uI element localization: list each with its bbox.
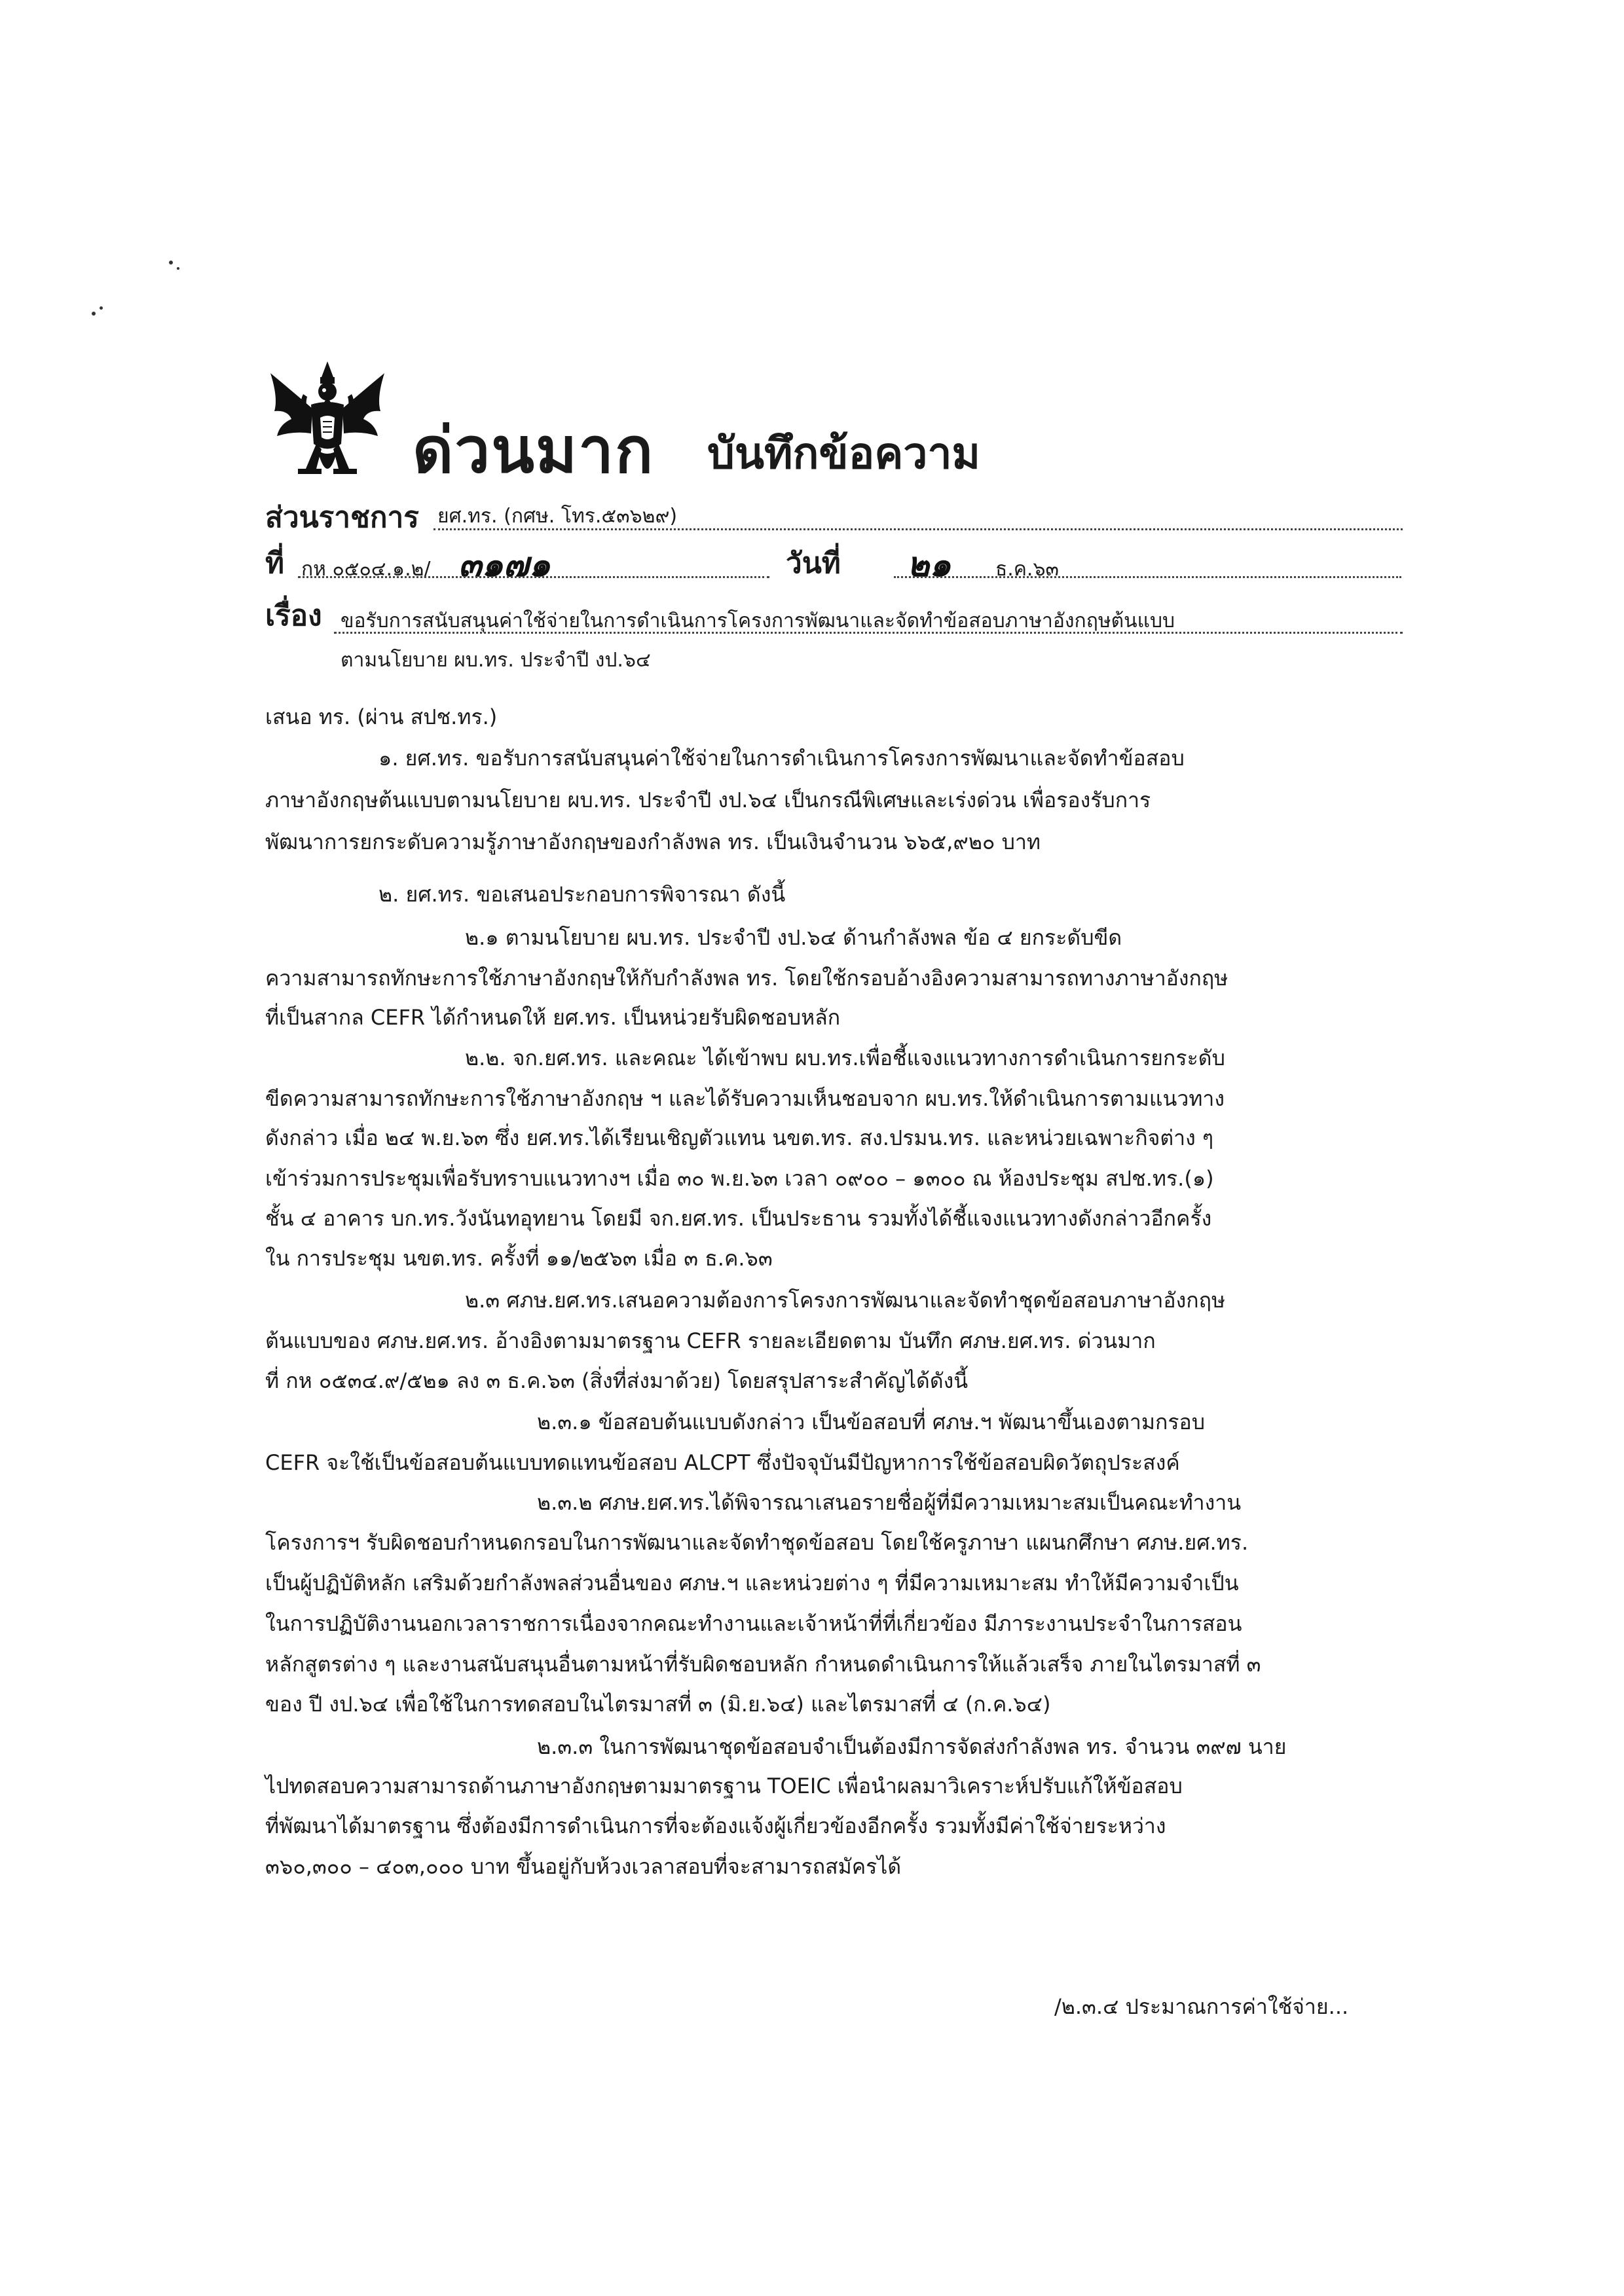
urgency-heading: ด่วนมาก <box>413 414 655 487</box>
body-line: ๒.๒. จก.ยศ.ทร. และคณะ ได้เข้าพบ ผบ.ทร.เพื่อชี้แจงแนวทางการดำเนินการยกระดับ <box>465 1046 1225 1070</box>
subject-line-2: ตามนโยบาย ผบ.ทร. ประจำปี งป.๖๔ <box>341 649 651 672</box>
body-line: โครงการฯ รับผิดชอบกำหนดกรอบในการพัฒนาและจัดทำชุดข้อสอบ โดยใช้ครูภาษา แผนกศึกษา ศภษ.ยศ.ทร. <box>265 1530 1249 1555</box>
body-line: พัฒนาการยกระดับความรู้ภาษาอังกฤษของกำลังพล ทร. เป็นเงินจำนวน ๖๖๕,๙๒๐ บาท <box>265 829 1041 854</box>
body-line: ที่พัฒนาได้มาตรฐาน ซึ่งต้องมีการดำเนินการที่จะต้องแจ้งผู้เกี่ยวข้องอีกครั้ง รวมทั้งมีค่าใช้จ่ายระหว่าง <box>265 1813 1166 1838</box>
subject-label: เรื่อง <box>265 599 322 632</box>
ref-handwritten-number: ๓๑๗๑ <box>458 545 551 585</box>
body-line: ต้นแบบของ ศภษ.ยศ.ทร. อ้างอิงตามมาตรฐาน CEFR รายละเอียดตาม บันทึก ศภษ.ยศ.ทร. ด่วนมาก <box>265 1328 1156 1353</box>
body-line: CEFR จะใช้เป็นข้อสอบต้นแบบทดแทนข้อสอบ ALCPT ซึ่งปัจจุบันมีปัญหาการใช้ข้อสอบผิดวัตถุประสงค์ <box>265 1450 1180 1475</box>
body-line: ความสามารถทักษะการใช้ภาษาอังกฤษให้กับกำลังพล ทร. โดยใช้กรอบอ้างอิงความสามารถทางภาษาอังกฤษ <box>265 966 1228 991</box>
body-line: ๒.๓ ศภษ.ยศ.ทร.เสนอความต้องการโครงการพัฒนาและจัดทำชุดข้อสอบภาษาอังกฤษ <box>465 1288 1226 1313</box>
scan-speck <box>100 306 103 310</box>
agency-value: ยศ.ทร. (กศษ. โทร.๕๓๖๒๙) <box>437 505 678 528</box>
body-line: ของ ปี งป.๖๔ เพื่อใช้ในการทดสอบในไตรมาสที่ ๓ (มิ.ย.๖๔) และไตรมาสที่ ๔ (ก.ค.๖๔) <box>265 1692 1051 1717</box>
body-line: ภาษาอังกฤษต้นแบบตามนโยบาย ผบ.ทร. ประจำปี งป.๖๔ เป็นกรณีพิเศษและเร่งด่วน เพื่อรองรับการ <box>265 788 1151 812</box>
scan-speck <box>92 312 96 316</box>
ref-value: กห ๐๕๐๔.๑.๒/ <box>301 558 431 581</box>
body-line: ๑. ยศ.ทร. ขอรับการสนับสนุนค่าใช้จ่ายในการดำเนินการโครงการพัฒนาและจัดทำข้อสอบ <box>378 746 1185 771</box>
body-line: ไปทดสอบความสามารถด้านภาษาอังกฤษตามมาตรฐาน TOEIC เพื่อนำผลมาวิเคราะห์ปรับแก้ให้ข้อสอบ <box>265 1774 1183 1798</box>
continuation-note: /๒.๓.๔ ประมาณการค่าใช้จ่าย... <box>1054 1994 1349 2019</box>
body-line: เข้าร่วมการประชุมเพื่อรับทราบแนวทางฯ เมื่อ ๓๐ พ.ย.๖๓ เวลา ๐๙๐๐ – ๑๓๐๐ ณ ห้องประชุม สปช.ทร.(๑) <box>265 1166 1214 1191</box>
body-line: หลักสูตรต่าง ๆ และงานสนับสนุนอื่นตามหน้าที่รับผิดชอบหลัก กำหนดดำเนินการให้แล้วเสร็จ ภายในไตรมาสที่ ๓ <box>265 1652 1261 1677</box>
ref-dotted-line <box>298 576 769 578</box>
date-value: ธ.ค.๖๓ <box>995 558 1060 581</box>
body-line: ๒. ยศ.ทร. ขอเสนอประกอบการพิจารณา ดังนี้ <box>378 882 786 907</box>
body-line: ๒.๓.๑ ข้อสอบต้นแบบดังกล่าว เป็นข้อสอบที่ ศภษ.ฯ พัฒนาขึ้นเองตามกรอบ <box>537 1410 1206 1434</box>
date-dotted-line <box>894 576 1401 578</box>
document-type-heading: บันทึกข้อความ <box>707 428 981 479</box>
body-line: ที่เป็นสากล CEFR ได้กำหนดให้ ยศ.ทร. เป็นหน่วยรับผิดชอบหลัก <box>265 1005 841 1030</box>
ref-label: ที่ <box>265 547 285 580</box>
body-line: ในการปฏิบัติงานนอกเวลาราชการเนื่องจากคณะทำงานและเจ้าหน้าที่ที่เกี่ยวข้อง มีภาระงานประจำในการสอน <box>265 1611 1242 1636</box>
scan-speck <box>169 261 173 264</box>
date-label: วันที่ <box>786 547 841 580</box>
body-line: ขีดความสามารถทักษะการใช้ภาษาอังกฤษ ฯ และได้รับความเห็นชอบจาก ผบ.ทร.ให้ดำเนินการตามแนวทาง <box>265 1086 1225 1111</box>
body-line: ๒.๓.๒ ศภษ.ยศ.ทร.ได้พิจารณาเสนอรายชื่อผู้ที่มีความเหมาะสมเป็นคณะทำงาน <box>537 1490 1242 1515</box>
agency-dotted-line <box>434 528 1403 530</box>
body-line: ดังกล่าว เมื่อ ๒๔ พ.ย.๖๓ ซึ่ง ยศ.ทร.ได้เรียนเชิญตัวแทน นขต.ทร. สง.ปรมน.ทร. และหน่วยเฉพาะกิจต่าง ๆ <box>265 1125 1214 1150</box>
subject-dotted-line <box>334 632 1403 634</box>
scan-speck <box>177 267 179 270</box>
body-line: ชั้น ๔ อาคาร บก.ทร.วังนันทอุทยาน โดยมี จก.ยศ.ทร. เป็นประธาน รวมทั้งได้ชี้แจงแนวทางดังกล่าวอีกครั้ง <box>265 1206 1212 1231</box>
body-line: ๒.๑ ตามนโยบาย ผบ.ทร. ประจำปี งป.๖๔ ด้านกำลังพล ข้อ ๔ ยกระดับขีด <box>465 925 1122 950</box>
agency-label: ส่วนราชการ <box>265 501 419 534</box>
body-line: ๒.๓.๓ ในการพัฒนาชุดข้อสอบจำเป็นต้องมีการจัดส่งกำลังพล ทร. จำนวน ๓๙๗ นาย <box>537 1734 1287 1759</box>
garuda-emblem-icon <box>265 359 390 490</box>
body-line: เป็นผู้ปฏิบัติหลัก เสริมด้วยกำลังพลส่วนอื่นของ ศภษ.ฯ และหน่วยต่าง ๆ ที่มีความเหมาะสม ทำให้มีความจำเป็น <box>265 1571 1239 1595</box>
body-line: ที่ กห ๐๕๓๔.๙/๕๒๑ ลง ๓ ธ.ค.๖๓ (สิ่งที่ส่งมาด้วย) โดยสรุปสาระสำคัญได้ดังนี้ <box>265 1368 969 1393</box>
addressee: เสนอ ทร. (ผ่าน สปช.ทร.) <box>265 704 498 729</box>
date-handwritten-day: ๒๑ <box>907 545 951 585</box>
subject-line-1: ขอรับการสนับสนุนค่าใช้จ่ายในการดำเนินการโครงการพัฒนาและจัดทำข้อสอบภาษาอังกฤษต้นแบบ <box>341 610 1175 632</box>
body-line: ๓๖๐,๓๐๐ – ๔๐๓,๐๐๐ บาท ขึ้นอยู่กับห้วงเวลาสอบที่จะสามารถสมัครได้ <box>265 1854 902 1879</box>
body-line: ใน การประชุม นขต.ทร. ครั้งที่ ๑๑/๒๕๖๓ เมื่อ ๓ ธ.ค.๖๓ <box>265 1246 773 1271</box>
